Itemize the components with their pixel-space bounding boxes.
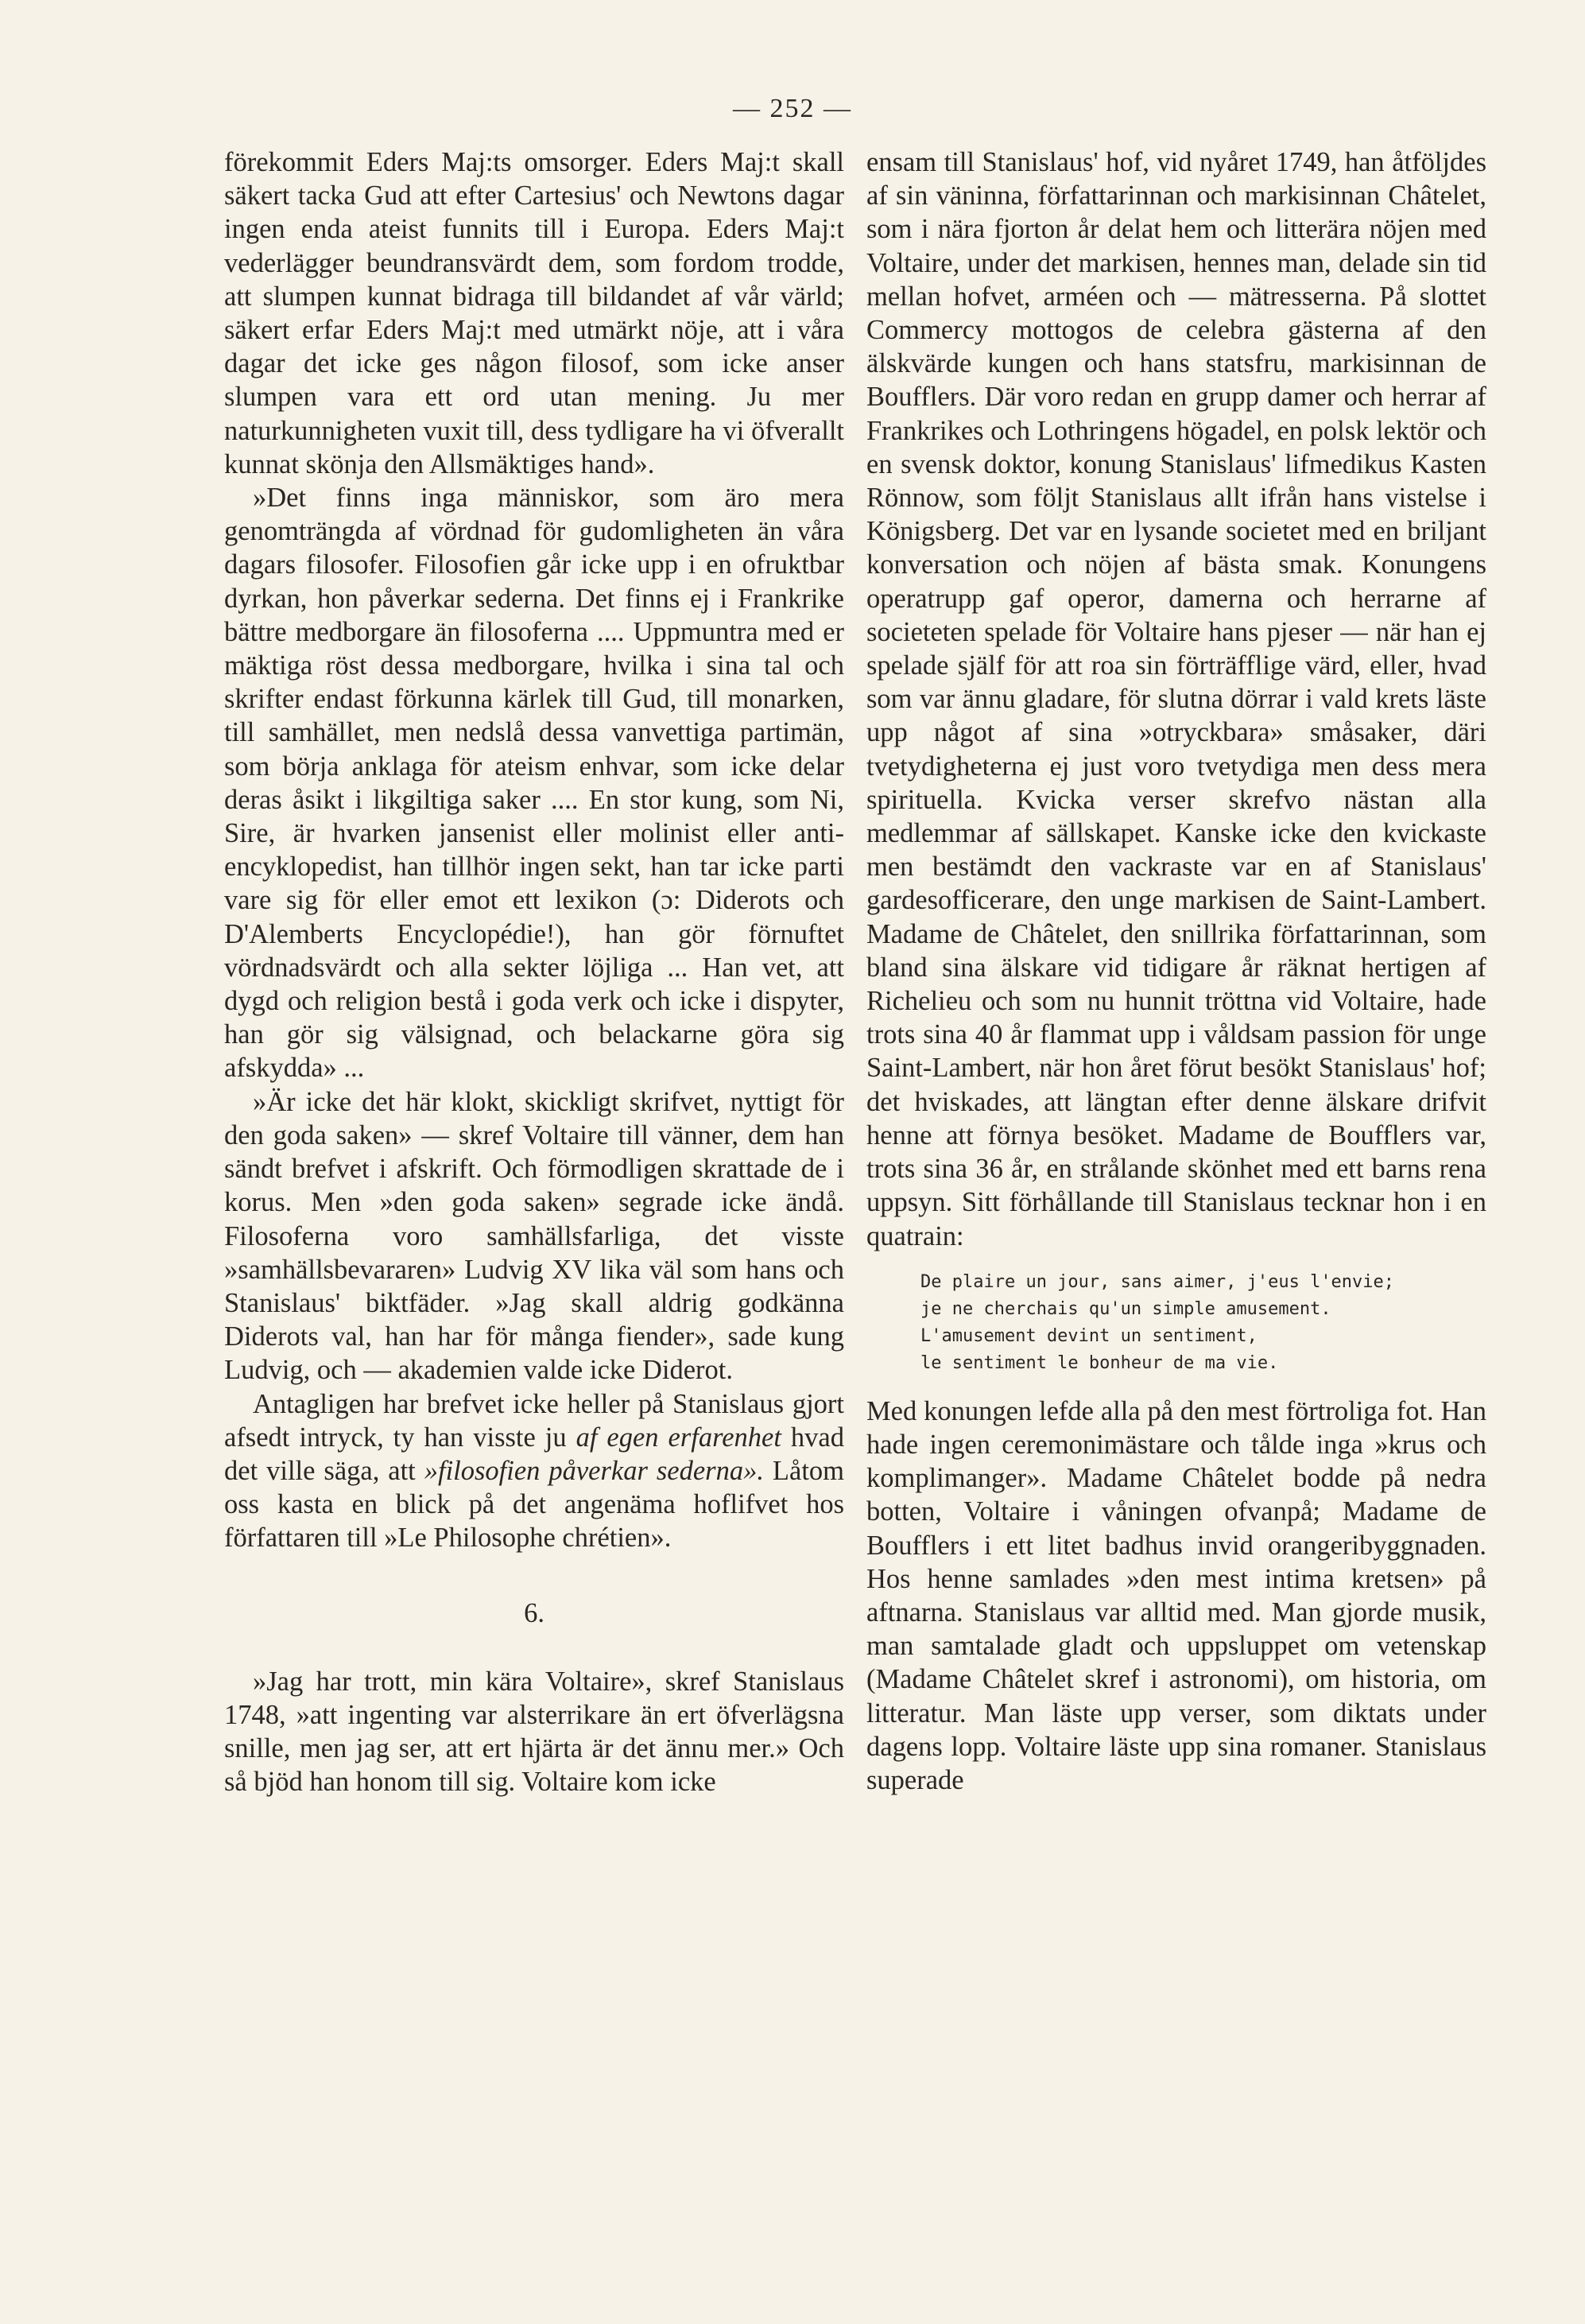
left-paragraph-4 [224, 1387, 844, 1555]
quatrain [920, 1269, 1486, 1377]
left-paragraph-2: »Det finns inga människor, som äro mera genomträngda af vördnad för gudomligheten än våra dagars filosofer. Filosofien går icke upp i en ofruktbar dyrkan, hon påverkar sederna. Det finns ej i Frankrike bättre medborgare än filosoferna .... Uppmuntra med er mäktiga röst dessa medborgare, hvilka i sina tal och skrifter endast förkunna kärlek till Gud, till monarken, till samhället, men nedslå dessa vanvettiga partimän, som börja anklaga för ateism enhvar, som icke delar deras åsikt i likgiltiga saker .... En stor kung, som Ni, Sire, är hvarken jansenist eller molinist eller anti-encyklopedist, han tillhör ingen sekt, han tar icke parti vare sig för eller emot ett lexikon (ɔ: Diderots och D'Alemberts Encyclopédie!), han gör förnuftet vördnadsvärdt och alla sekter löjliga ... Han vet, att dygd och religion bestå i goda verk och icke i dispyter, han gör sig välsignad, och belackarne göra sig afskydda» ... [224, 483, 844, 1084]
p4-text-mid: hvad det ville säga, att [224, 1422, 844, 1486]
left-paragraph-1: förekommit Eders Maj:ts omsorger. Eders Maj:t skall säkert tacka Gud att efter Cartesius' och Newtons dagar ingen enda ateist funnits till i Europa. Eders Maj:t vederlägger beundransvärdt dem, som fordom trodde, att slumpen kunnat bidraga till bildandet af vår värld; säkert erfar Eders Maj:t med utmärkt nöje, att i våra dagar det icke ges någon filosof, som icke anser slumpen vara ett ord utan mening. Ju mer naturkunnigheten vuxit till, dess tydligare ha vi öfverallt kunnat skönja den Allsmäktiges hand». [224, 147, 844, 479]
quatrain-line: L'amusement devint un sentiment, [920, 1325, 1258, 1346]
section-number: 6. [524, 1597, 544, 1628]
page-number: — 252 — [733, 94, 852, 123]
right-paragraph-1: ensam till Stanislaus' hof, vid nyåret 1749, han åtföljdes af sin väninna, författarinnan och markisinnan Châtelet, som i nära fjorton år delat hem och litterära nöjen med Voltaire, under det markisen, hennes man, delade sin tid mellan hofvet, arméen och — mätresserna. På slottet Commercy mottogos de celebra gästerna af den älskvärde kungen och hans statsfru, markisinnan de Boufflers. Där voro redan en grupp damer och herrar af Frankrikes och Lothringens högadel, en polsk lektör och en svensk doktor, konung Stanislaus' lifmedikus Kasten Rönnow, som följt Stanislaus allt ifrån hans vistelse i Königsberg. Det var en lysande societet med en briljant konversation och nöjen af bästa smak. Konungens operatrupp gaf operor, damerna och herrarne af societeten spelade för Voltaire hans pjeser — när han ej spelade själf för att roa sin förträfflige värd, eller, hvad som var ännu gladare, för slutna dörrar i vald krets läste upp något af sina »otryckbara» småsaker, däri tvetydigheterna ej just voro tvetydiga men dess mera spirituella. Kvicka verser skrefvo nästan alla medlemmar af sällskapet. Kanske icke den kvickaste men bestämdt den vackraste var en af Stanislaus' gardesofficerare, den unge markisen de Saint-Lambert. Madame de Châtelet, den snillrika författarinnan, som bland sina älskare vid tidigare år räknat hertigen af Richelieu och som nu hunnit tröttna vid Voltaire, hade trots sina 40 år flammat upp i våldsam passion för unge Saint-Lambert, när hon året förut besökt Stanislaus' hof; det hviskades, att längtan efter denne älskare drifvit henne att förnya besöket. Madame de Boufflers var, trots sina 36 år, en strålande skönhet med ett barns rena uppsyn. Sitt förhållande till Stanislaus tecknar hon i en quatrain: [866, 147, 1486, 1251]
quatrain-line: De plaire un jour, sans aimer, j'eus l'envie; [920, 1271, 1395, 1292]
p4-italic-2: »filosofien påverkar sederna». [424, 1455, 764, 1486]
quatrain-line: je ne cherchais qu'un simple amusement. [920, 1298, 1331, 1319]
quatrain-line: le sentiment le bonheur de ma vie. [920, 1352, 1279, 1373]
right-paragraph-2: Med konungen lefde alla på den mest förtroliga fot. Han hade ingen ceremonimästare och tålde inga »krus och komplimanger». Madame Châtelet bodde på nedra botten, Voltaire i våningen ofvanpå; Madame de Boufflers i ett litet badhus invid orangeribyggnaden. Hos henne samlades »den mest intima kretsen» på aftnarna. Stanislaus var alltid med. Man gjorde musik, man samtalade gladt och uppsluppet om vetenskap (Madame Châtelet skref i astronomi), om historia, om litteratur. Man läste upp verser, som diktats under dagens lopp. Voltaire läste upp sina romaner. Stanislaus superade [866, 1395, 1486, 1795]
p4-text-start: Antagligen har brefvet icke heller på Stanislaus gjort afsedt intryck, ty han visste ju [224, 1388, 844, 1453]
left-paragraph-5: »Jag har trott, min kära Voltaire», skref Stanislaus 1748, »att ingenting var alsterrikare än ert öfverlägsna snille, men jag ser, att ert hjärta är det ännu mer.» Och så bjöd han honom till sig. Voltaire kom icke [224, 1666, 844, 1798]
p4-italic-1: af egen erfarenhet [575, 1422, 781, 1453]
left-paragraph-3: »Är icke det här klokt, skickligt skrifvet, nyttigt för den goda saken» — skref Voltaire till vänner, dem han sändt brefvet i afskrift. Och förmodligen skrattade de i korus. Men »den goda saken» segrade icke ändå. Filosoferna voro samhällsfarliga, det visste »samhällsbevararen» Ludvig XV lika väl som hans och Stanislaus' biktfäder. »Jag skall aldrig godkänna Diderots val, han har för många fiender», sade kung Ludvig, och — akademien valde icke Diderot. [224, 1086, 844, 1386]
right-column [866, 145, 1486, 1797]
left-column [224, 145, 844, 1799]
p4-text-end: Låtom oss kasta en blick på det angenäma hoflifvet hos författaren till »Le Philosophe chrétien». [224, 1455, 844, 1554]
